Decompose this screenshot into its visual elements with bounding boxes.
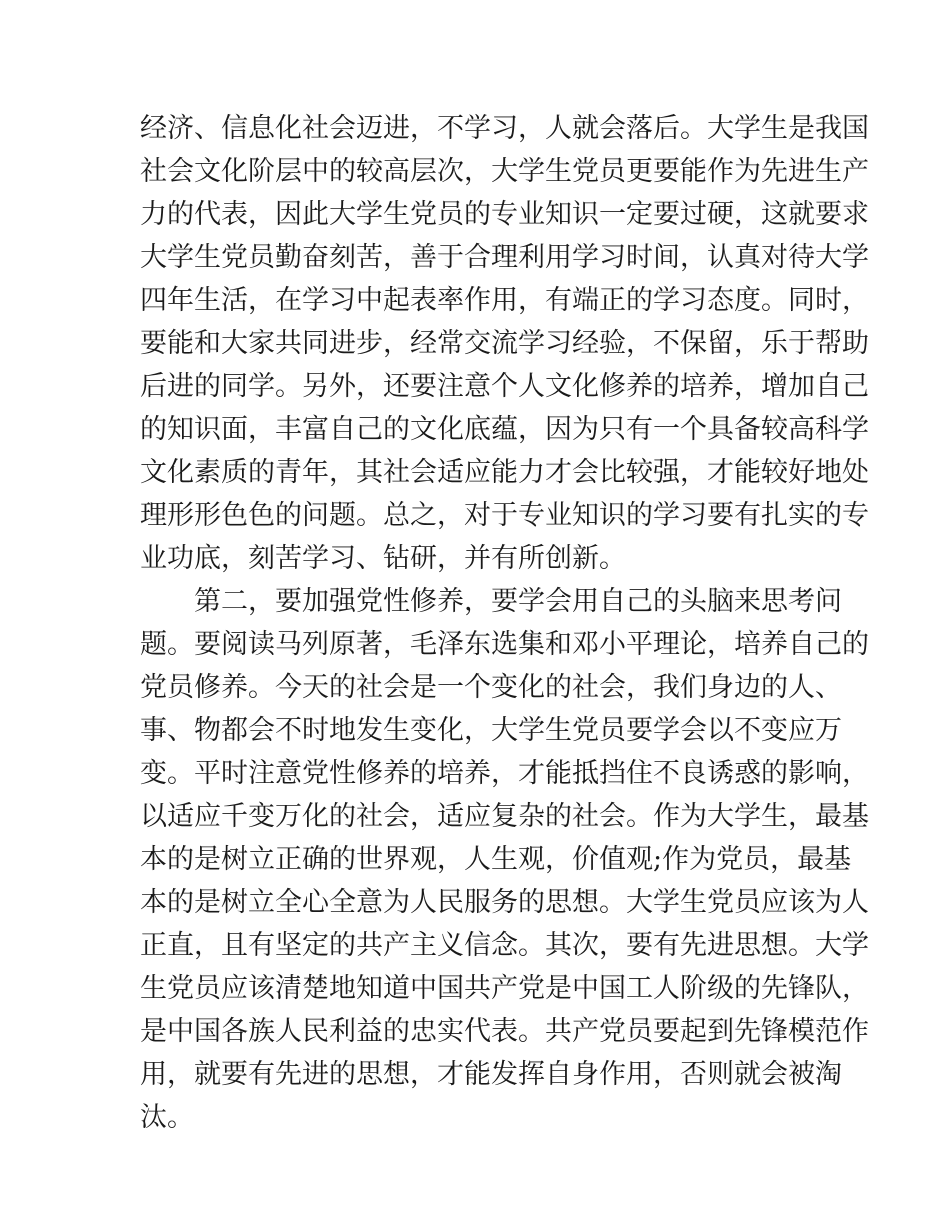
paragraph-line: 正直，且有坚定的共产主义信念。其次，要有先进思想。大学: [140, 930, 869, 961]
document-body: [140, 107, 869, 1139]
paragraph-line: 生党员应该清楚地知道中国共产党是中国工人阶级的先锋队，: [140, 973, 869, 1004]
paragraph-line: 本的是树立正确的世界观，人生观，价值观;作为党员，最基: [140, 844, 852, 875]
paragraph-line: 力的代表，因此大学生党员的专业知识一定要过硬，这就要求: [140, 199, 869, 230]
paragraph-line: 要能和大家共同进步，经常交流学习经验，不保留，乐于帮助: [140, 328, 869, 359]
paragraph-line: 经济、信息化社会迈进，不学习，人就会落后。大学生是我国: [140, 113, 869, 144]
paragraph-line: 大学生党员勤奋刻苦，善于合理利用学习时间，认真对待大学: [140, 242, 869, 273]
paragraph-line: 社会文化阶层中的较高层次，大学生党员更要能作为先进生产: [140, 156, 869, 187]
paragraph-line: 业功底，刻苦学习、钻研，并有所创新。: [140, 543, 626, 574]
paragraph-2: [140, 580, 869, 1139]
paragraph-line: 以适应千变万化的社会，适应复杂的社会。作为大学生，最基: [140, 801, 869, 832]
paragraph-line: 是中国各族人民利益的忠实代表。共产党员要起到先锋模范作: [140, 1016, 869, 1047]
paragraph-line: 文化素质的青年，其社会适应能力才会比较强，才能较好地处: [140, 457, 869, 488]
paragraph-line: 四年生活，在学习中起表率作用，有端正的学习态度。同时，: [140, 285, 869, 316]
paragraph-line: 变。平时注意党性修养的培养，才能抵挡住不良诱惑的影响，: [140, 758, 869, 789]
paragraph-line: 汰。: [140, 1102, 194, 1133]
paragraph-line: 党员修养。今天的社会是一个变化的社会，我们身边的人、: [140, 672, 842, 703]
paragraph-line: 题。要阅读马列原著，毛泽东选集和邓小平理论，培养自己的: [140, 629, 869, 660]
paragraph-line: 的知识面，丰富自己的文化底蕴，因为只有一个具备较高科学: [140, 414, 869, 445]
paragraph-line: 理形形色色的问题。总之，对于专业知识的学习要有扎实的专: [140, 500, 869, 531]
paragraph-line: 本的是树立全心全意为人民服务的思想。大学生党员应该为人: [140, 887, 869, 918]
paragraph-line: 第二，要加强党性修养，要学会用自己的头脑来思考问: [194, 586, 842, 617]
paragraph-line: 事、物都会不时地发生变化，大学生党员要学会以不变应万: [140, 715, 842, 746]
paragraph-line: 后进的同学。另外，还要注意个人文化修养的培养，增加自己: [140, 371, 869, 402]
paragraph-line: 用，就要有先进的思想，才能发挥自身作用，否则就会被淘: [140, 1059, 842, 1090]
paragraph-1: [140, 107, 869, 580]
